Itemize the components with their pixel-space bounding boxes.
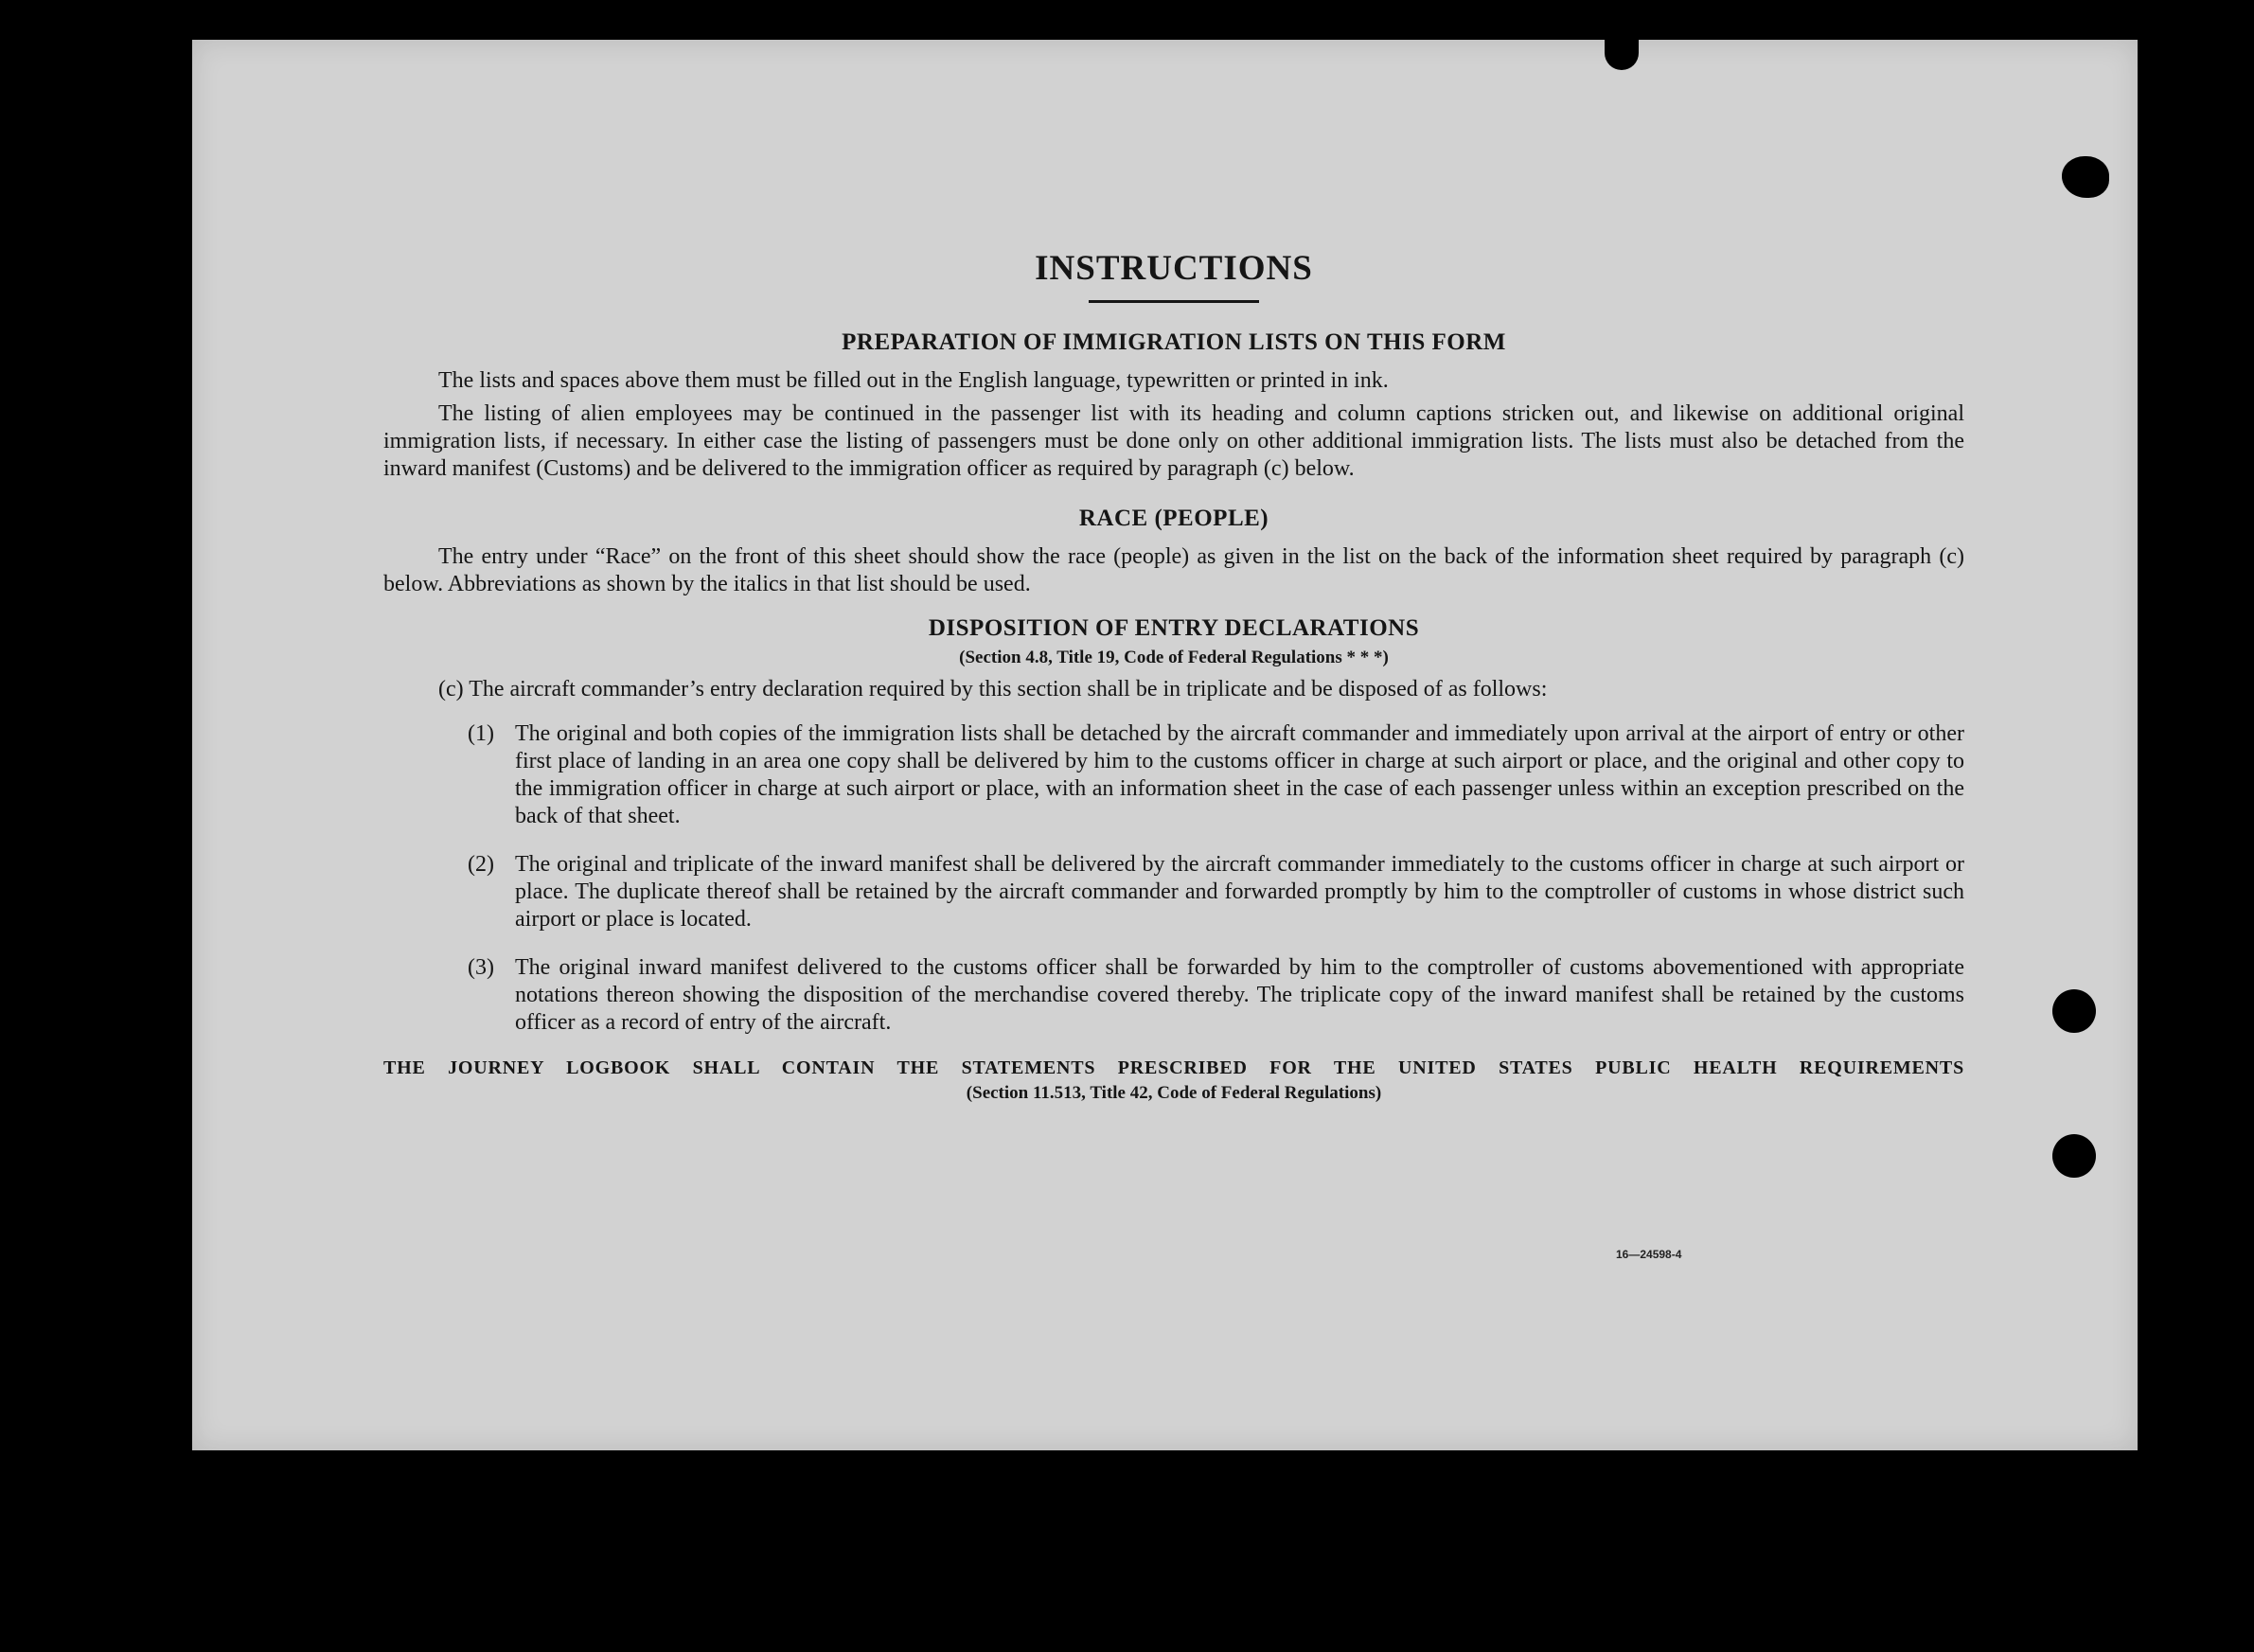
public-health-citation: (Section 11.513, Title 42, Code of Federal Regulations) — [966, 1083, 1382, 1103]
scan-blot-top-right — [2062, 156, 2109, 198]
disposition-item-1 — [468, 720, 1964, 830]
title-underline — [1089, 300, 1259, 303]
disposition-citation: (Section 4.8, Title 19, Code of Federal Regulations * * *) — [959, 648, 1389, 667]
preparation-paragraph-1: The lists and spaces above them must be filled out in the English language, typewritten or printed in ink. — [438, 368, 1389, 393]
disposition-item-3 — [468, 954, 1964, 1037]
item-text: The original and both copies of the immigration lists shall be detached by the aircraft commander and immediately upon arrival at the airport of entry or other first place of landing in an area one copy shall be delivered by him to the customs officer in charge at such airport or place, and the original and other copy to the immigration officer in charge at such airport or place, with an information sheet in the case of each passenger unless within an exception prescribed on the back of that sheet. — [515, 721, 1964, 828]
punch-hole-lower — [2052, 1134, 2096, 1178]
race-heading: RACE (PEOPLE) — [1078, 506, 1269, 531]
race-paragraph: The entry under “Race” on the front of this sheet should show the race (people) as given in the list on the back of the information sheet required by paragraph (c) below. Abbreviations as shown by the italics in that list should be used. — [383, 544, 1964, 596]
disposition-heading: DISPOSITION OF ENTRY DECLARATIONS — [928, 615, 1420, 641]
preparation-paragraph-2: The listing of alien employees may be continued in the passenger list with its heading and column captions stricken out, and likewise on additional original immigration lists, if necessary. In either case the listing of passengers must be done only on other additional immigration lists. The lists must also be detached from the inward manifest (Customs) and be delivered to the immigration officer as required by paragraph (c) below. — [383, 401, 1964, 481]
disposition-clause-c: (c) The aircraft commander’s entry declaration required by this section shall be in triplicate and be disposed of as follows: — [438, 677, 1548, 702]
item-text: The original and triplicate of the inward manifest shall be delivered by the aircraft commander immediately to the customs officer in charge at such airport or place. The duplicate thereof shall be retained by the aircraft commander and forwarded promptly by him to the comptroller of customs in whose district such airport or place is located. — [515, 852, 1964, 932]
item-number: (3) — [468, 955, 494, 980]
preparation-heading: PREPARATION OF IMMIGRATION LISTS ON THIS FORM — [842, 329, 1506, 355]
public-health-statement: THE JOURNEY LOGBOOK SHALL CONTAIN THE STATEMENTS PRESCRIBED FOR THE UNITED STATES PUBLIC HEALTH REQUIREMENTS — [383, 1057, 1964, 1078]
punch-hole-upper — [2052, 989, 2096, 1033]
item-number: (2) — [468, 852, 494, 877]
item-text: The original inward manifest delivered to the customs officer shall be forwarded by him to the comptroller of customs abovementioned with appropriate notations thereon showing the disposition of the merchandise covered thereby. The triplicate copy of the inward manifest shall be retained by the customs officer as a record of entry of the aircraft. — [515, 955, 1964, 1035]
instructions-content — [383, 237, 1964, 1104]
disposition-item-2 — [468, 851, 1964, 933]
scan-blot-top-edge — [1605, 36, 1639, 70]
page-title: INSTRUCTIONS — [1035, 249, 1313, 288]
form-number: 16—24598-4 — [1616, 1248, 1682, 1261]
item-number: (1) — [468, 721, 494, 746]
